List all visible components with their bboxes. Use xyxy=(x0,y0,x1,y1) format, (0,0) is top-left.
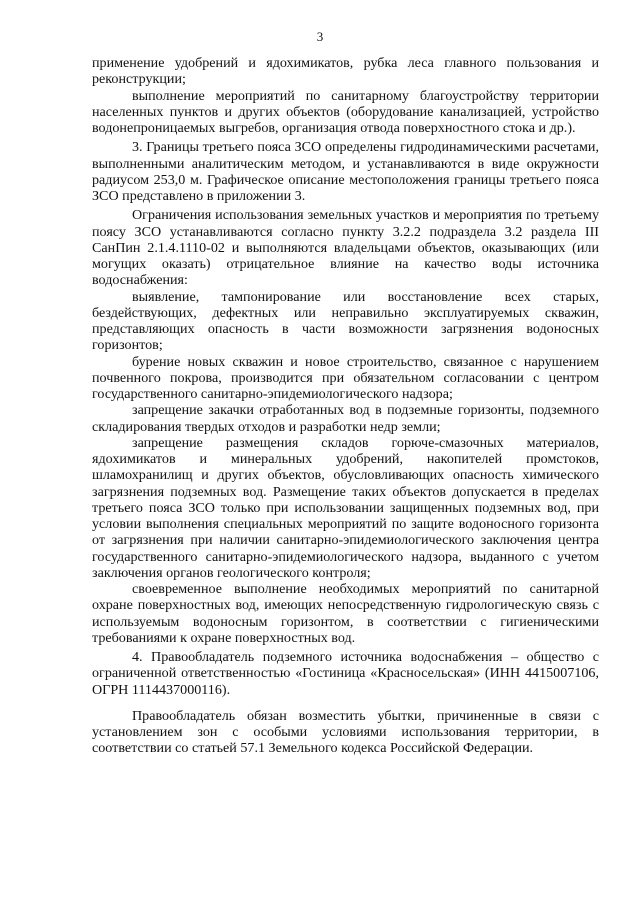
paragraph-old-wells: выявление, тампонирование или восстановление всех старых, бездействующих, дефектных или неправильно эксплуатируемых скважин, представляющих опасность в части возможности загрязнения водоносных горизонтов; xyxy=(92,288,599,354)
paragraph-surface-water-protection: своевременное выполнение необходимых мероприятий по санитарной охране поверхностных вод, имеющих непосредственную гидрологическую связь с используемым водоносным горизонтом, в соответствии с гигиеническими требованиями к охране поверхностных вод. xyxy=(92,581,599,646)
document-body xyxy=(92,55,599,757)
paragraph-rights-holder: 4. Правообладатель подземного источника водоснабжения – общество с ограниченной ответственностью «Гостиница «Красносельская» (ИНН 4415007106, ОГРН 1114437000116). xyxy=(92,649,599,698)
paragraph-third-zone-boundaries: 3. Границы третьего пояса ЗСО определены гидродинамическими расчетами, выполненными аналитическим методом, и устанавливаются в виде окружности радиусом 253,0 м. Графическое описание местоположения границы третьего пояса ЗСО представлено в приложении 3. xyxy=(92,139,599,204)
paragraph-land-use-restrictions: Ограничения использования земельных участков и мероприятия по третьему поясу ЗСО устанавливаются согласно пункту 3.2.2 подраздела 3.2 раздела III СанПин 2.1.4.1110-02 и выполняются владельцами объектов, оказывающих (или могущих оказать) отрицательное влияние на качество воды источника водоснабжения: xyxy=(92,207,599,289)
paragraph-sanitary-improvement: выполнение мероприятий по санитарному благоустройству территории населенных пунктов и других объектов (оборудование канализацией, устройство водонепроницаемых выгребов, организация отвода поверхностного стока и др.). xyxy=(92,87,599,136)
paragraph-compensation: Правообладатель обязан возместить убытки, причиненные в связи с установлением зон с особыми условиями использования территории, в соответствии со статьей 57.1 Земельного кодекса Российской Федерации. xyxy=(92,707,599,757)
paragraph-fertilizers: применение удобрений и ядохимикатов, рубка леса главного пользования и реконструкции; xyxy=(92,55,599,88)
page-number: 3 xyxy=(316,29,324,44)
paragraph-new-wells: бурение новых скважин и новое строительство, связанное с нарушением почвенного покрова, производится при обязательном согласовании с центром государственного санитарно-эпидемиологического надзора; xyxy=(92,353,599,402)
paragraph-waste-water-injection: запрещение закачки отработанных вод в подземные горизонты, подземного складирования твердых отходов и разработки недр земли; xyxy=(92,402,599,435)
paragraph-storage-ban: запрещение размещения складов горюче-смазочных материалов, ядохимикатов и минеральных удобрений, накопителей промстоков, шламохранилищ и других объектов, обусловливающих опасность химического загрязнения подземных вод. Размещение таких объектов допускается в пределах третьего пояса ЗСО только при использовании защищенных подземных вод, при условии выполнения специальных мероприятий по защите водоносного горизонта от загрязнения при наличии санитарно-эпидемиологического заключения центра государственного санитарно-эпидемиологического надзора, выданного с учетом заключения органов геологического контроля; xyxy=(92,434,599,581)
